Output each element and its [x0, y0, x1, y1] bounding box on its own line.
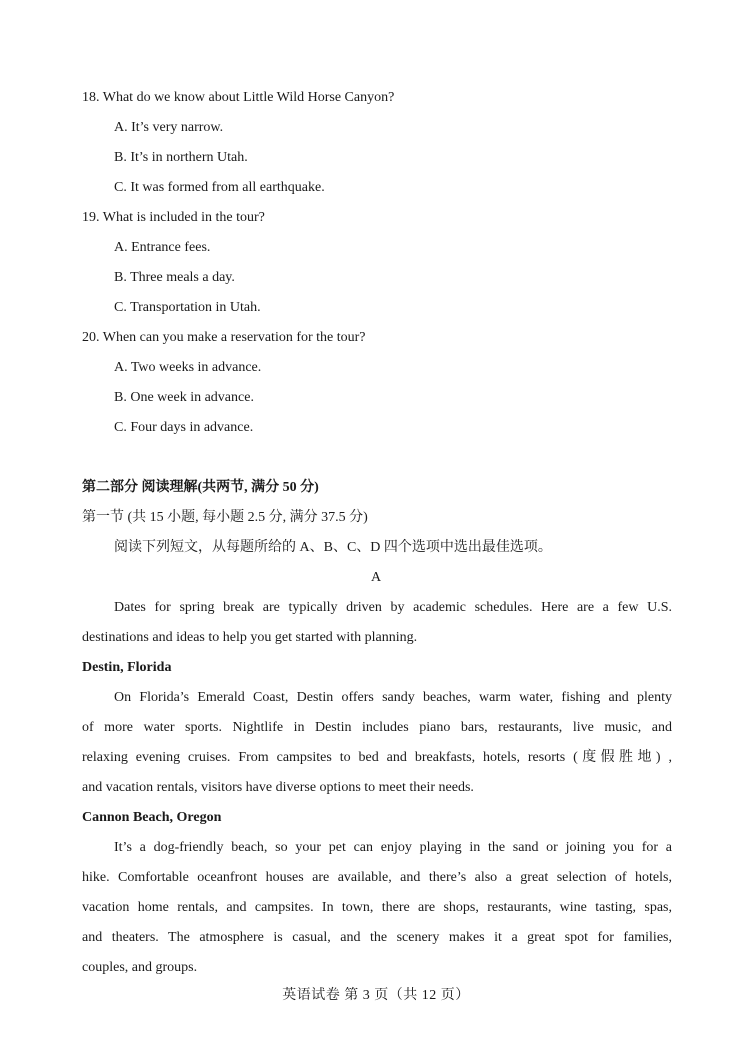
cannon-line-3: vacation home rentals, and campsites. In town, there are shops, restaurants, wine tasting, spas,	[82, 900, 672, 915]
destin-line-2: of more water sports. Nightlife in Destin includes piano bars, restaurants, live music, and	[82, 720, 672, 735]
question-19-option-c: C. Transportation in Utah.	[114, 300, 261, 315]
question-18-stem: 18. What do we know about Little Wild Horse Canyon?	[82, 90, 395, 105]
cannon-line-2: hike. Comfortable oceanfront houses are available, and there’s also a great selection of hotels,	[82, 870, 672, 885]
destin-line-4: and vacation rentals, visitors have diverse options to meet their needs.	[82, 780, 474, 795]
destin-heading: Destin, Florida	[82, 660, 172, 675]
question-18-option-a: A. It’s very narrow.	[114, 120, 224, 135]
question-19-option-b: B. Three meals a day.	[114, 270, 235, 285]
question-18-option-c: C. It was formed from all earthquake.	[114, 180, 325, 195]
question-18-option-b: B. It’s in northern Utah.	[114, 150, 248, 165]
section-1-title: 第一节 (共 15 小题, 每小题 2.5 分, 满分 37.5 分)	[82, 510, 368, 525]
part2-title: 第二部分 阅读理解(共两节, 满分 50 分)	[82, 480, 319, 495]
intro-line-2: destinations and ideas to help you get started with planning.	[82, 630, 418, 645]
page-footer: 英语试卷 第 3 页（共 12 页）	[282, 988, 470, 1003]
cannon-line-5: couples, and groups.	[82, 960, 198, 975]
cannon-heading: Cannon Beach, Oregon	[82, 810, 222, 825]
question-20-option-c: C. Four days in advance.	[114, 420, 254, 435]
question-20-option-b: B. One week in advance.	[114, 390, 254, 405]
question-20-stem: 20. When can you make a reservation for the tour?	[82, 330, 366, 345]
cannon-line-1: It’s a dog-friendly beach, so your pet can enjoy playing in the sand or joining you for a	[114, 840, 672, 855]
destin-line-1: On Florida’s Emerald Coast, Destin offers sandy beaches, warm water, fishing and plenty	[114, 690, 672, 705]
passage-label: A	[370, 570, 382, 585]
intro-line-1: Dates for spring break are typically driven by academic schedules. Here are a few U.S.	[114, 600, 672, 615]
destin-line-3: relaxing evening cruises. From campsites to bed and breakfasts, hotels, resorts (度假胜地) ,	[82, 750, 672, 765]
cannon-line-4: and theaters. The atmosphere is casual, and the scenery makes it a great spot for families,	[82, 930, 672, 945]
question-19-stem: 19. What is included in the tour?	[82, 210, 265, 225]
question-20-option-a: A. Two weeks in advance.	[114, 360, 262, 375]
reading-instruction: 阅读下列短文，从每题所给的 A、B、C、D 四个选项中选出最佳选项。	[114, 540, 552, 555]
question-19-option-a: A. Entrance fees.	[114, 240, 211, 255]
